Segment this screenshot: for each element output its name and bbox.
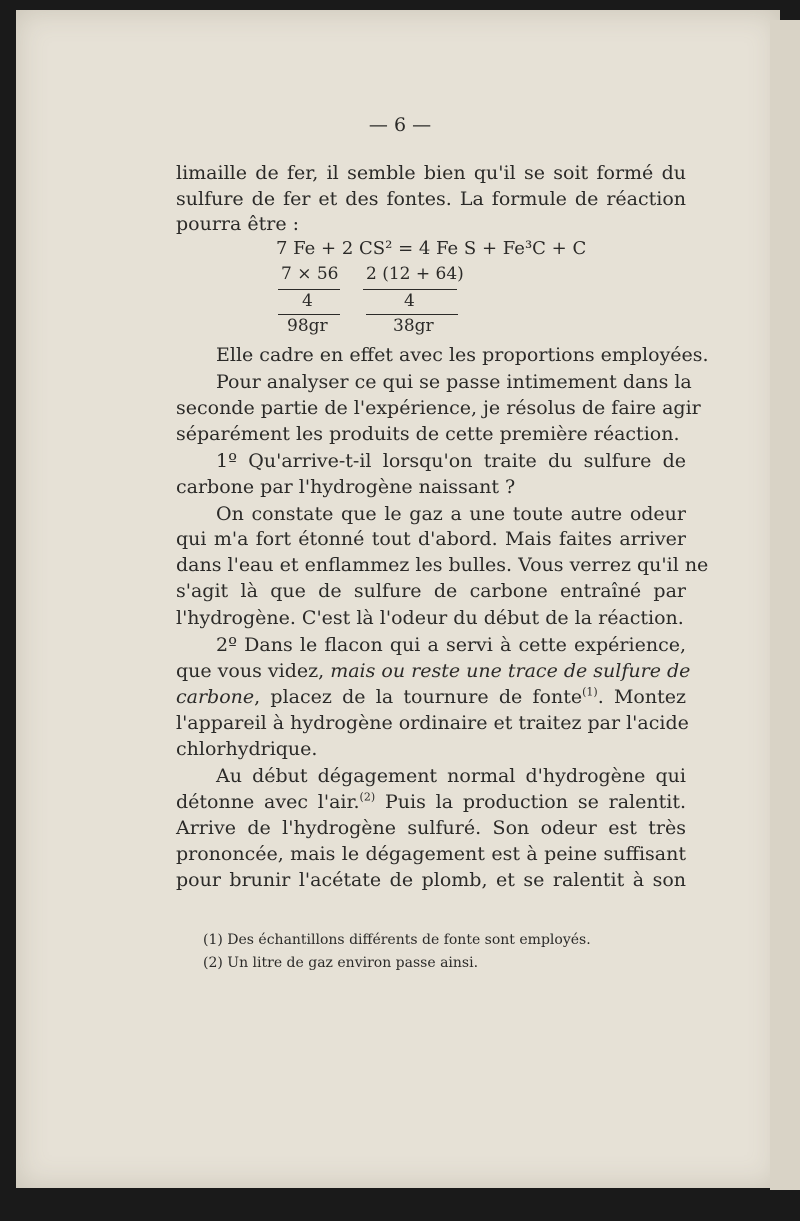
equation-left-numerator: 7 × 56 — [281, 264, 339, 284]
text-line: On constate que le gaz a une toute autre odeur — [216, 503, 686, 525]
text-line: carbone, placez de la tournure de fonte$^{(1)}$. Montez — [176, 685, 686, 708]
text-line: s'agit là que de sulfure de carbone entraîné par — [176, 580, 686, 602]
text-line: Pour analyser ce qui se passe intimement dans la — [216, 371, 692, 393]
text-line: séparément les produits de cette première réaction. — [176, 423, 680, 445]
text-line: seconde partie de l'expérience, je résolus de faire agir — [176, 397, 701, 419]
equation-right-result: 38gr — [393, 316, 434, 336]
text-line: Au début dégagement normal d'hydrogène qui — [216, 765, 686, 787]
text-line: que vous videz, mais ou reste une trace de sulfure de — [176, 660, 691, 682]
text-line: pourra être : — [176, 213, 300, 235]
text-line: détonne avec l'air.$^{(2)}$ Puis la production se ralentit. — [176, 790, 686, 813]
text-line: 2º Dans le flacon qui a servi à cette expérience, — [216, 634, 686, 656]
equation-left-denominator: 4 — [302, 291, 313, 311]
text-line: dans l'eau et enflammez les bulles. Vous verrez qu'il ne — [176, 554, 709, 576]
text-line: pour brunir l'acétate de plomb, et se ralentit à son — [176, 869, 686, 891]
text-line: chlorhydrique. — [176, 738, 318, 760]
footnote-2: (2) Un litre de gaz environ passe ainsi. — [203, 955, 479, 971]
page-number: — 6 — — [368, 114, 432, 136]
text-line: limaille de fer, il semble bien qu'il se soit formé du — [176, 162, 686, 184]
next-page-edge — [770, 20, 800, 1190]
text-line: carbone par l'hydrogène naissant ? — [176, 476, 516, 498]
equation-right-numerator: 2 (12 + 64) — [366, 264, 464, 284]
equation-right-denominator: 4 — [404, 291, 415, 311]
equation-left-result: 98gr — [287, 316, 328, 336]
fraction-bar — [366, 314, 458, 315]
text-line: 1º Qu'arrive-t-il lorsqu'on traite du sulfure de — [216, 450, 686, 472]
text-line: l'appareil à hydrogène ordinaire et traitez par l'acide — [176, 712, 689, 734]
fraction-bar — [363, 289, 457, 290]
text-line: Elle cadre en effet avec les proportions employées. — [216, 344, 709, 366]
text-line: qui m'a fort étonné tout d'abord. Mais faites arriver — [176, 528, 686, 550]
text-line: Arrive de l'hydrogène sulfuré. Son odeur est très — [176, 817, 686, 839]
reaction-equation: 7 Fe + 2 CS² = 4 Fe S + Fe³C + C — [276, 238, 587, 259]
footnote-1: (1) Des échantillons différents de fonte sont employés. — [203, 932, 591, 948]
text-line: l'hydrogène. C'est là l'odeur du début de la réaction. — [176, 607, 684, 629]
text-line: prononcée, mais le dégagement est à peine suffisant — [176, 843, 686, 865]
fraction-bar — [278, 289, 340, 290]
fraction-bar — [278, 314, 340, 315]
text-line: sulfure de fer et des fontes. La formule de réaction — [176, 188, 686, 210]
